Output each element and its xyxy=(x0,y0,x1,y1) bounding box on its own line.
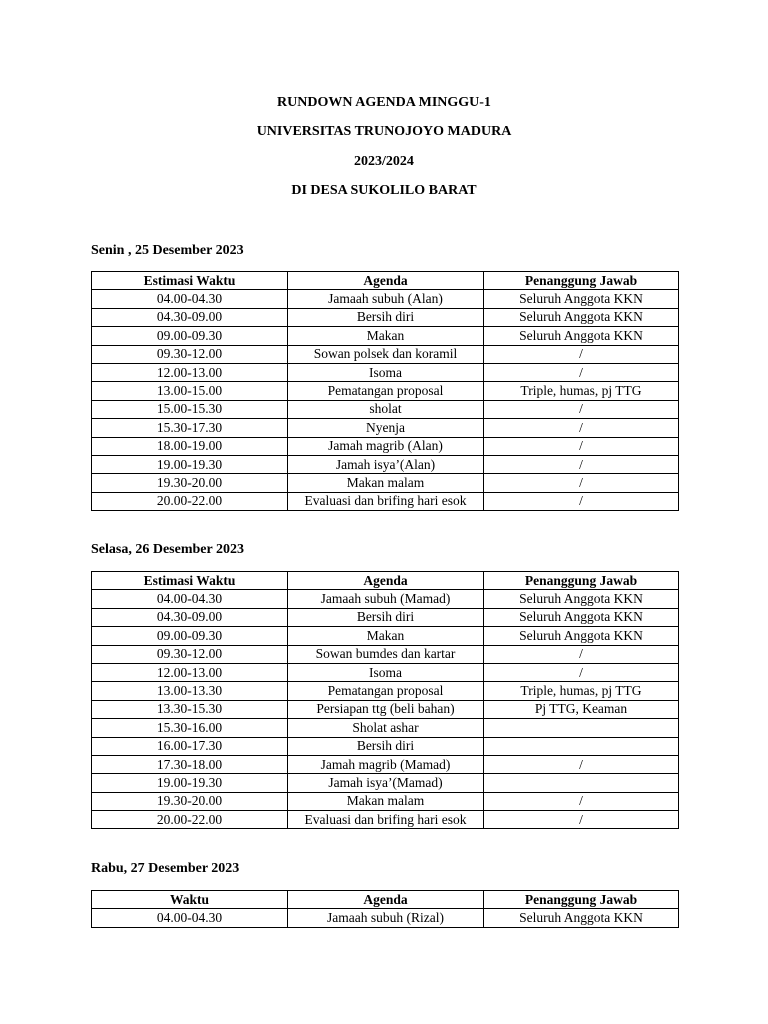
column-header: Penanggung Jawab xyxy=(484,891,679,909)
time-cell: 04.00-04.30 xyxy=(92,290,288,308)
agenda-cell: Jamaah subuh (Mamad) xyxy=(288,590,484,608)
table-row xyxy=(92,382,679,400)
responsible-cell xyxy=(484,774,679,792)
table-header-row xyxy=(92,891,679,909)
agenda-cell: Makan xyxy=(288,327,484,345)
responsible-cell: / xyxy=(484,663,679,681)
responsible-cell: / xyxy=(484,363,679,381)
schedule-table-selasa xyxy=(91,571,679,829)
table-row xyxy=(92,811,679,829)
time-cell: 09.00-09.30 xyxy=(92,627,288,645)
agenda-cell: Persiapan ttg (beli bahan) xyxy=(288,700,484,718)
schedule-table-rabu xyxy=(91,890,679,928)
agenda-cell: Makan malam xyxy=(288,474,484,492)
table-row xyxy=(92,308,679,326)
responsible-cell: / xyxy=(484,811,679,829)
table-row xyxy=(92,474,679,492)
agenda-cell: Evaluasi dan brifing hari esok xyxy=(288,492,484,510)
time-cell: 18.00-19.00 xyxy=(92,437,288,455)
time-cell: 12.00-13.00 xyxy=(92,663,288,681)
time-cell: 15.30-17.30 xyxy=(92,419,288,437)
time-cell: 19.00-19.30 xyxy=(92,774,288,792)
time-cell: 09.00-09.30 xyxy=(92,327,288,345)
responsible-cell: Seluruh Anggota KKN xyxy=(484,327,679,345)
column-header: Estimasi Waktu xyxy=(92,572,288,590)
table-row xyxy=(92,590,679,608)
table-row xyxy=(92,719,679,737)
time-cell: 09.30-12.00 xyxy=(92,645,288,663)
agenda-cell: Jamaah subuh (Rizal) xyxy=(288,909,484,927)
agenda-cell: Pematangan proposal xyxy=(288,382,484,400)
table-row xyxy=(92,419,679,437)
column-header: Estimasi Waktu xyxy=(92,272,288,290)
time-cell: 13.00-13.30 xyxy=(92,682,288,700)
day-title-rabu: Rabu, 27 Desember 2023 xyxy=(91,861,240,876)
agenda-cell: Bersih diri xyxy=(288,308,484,326)
time-cell: 20.00-22.00 xyxy=(92,492,288,510)
responsible-cell: / xyxy=(484,645,679,663)
doc-title-line-4: DI DESA SUKOLILO BARAT xyxy=(291,183,477,198)
column-header: Agenda xyxy=(288,272,484,290)
agenda-cell: Bersih diri xyxy=(288,737,484,755)
table-row xyxy=(92,437,679,455)
table-row xyxy=(92,663,679,681)
time-cell: 04.00-04.30 xyxy=(92,590,288,608)
time-cell: 13.00-15.00 xyxy=(92,382,288,400)
column-header: Waktu xyxy=(92,891,288,909)
table-header-row xyxy=(92,272,679,290)
table-row xyxy=(92,645,679,663)
time-cell: 20.00-22.00 xyxy=(92,811,288,829)
agenda-cell: Nyenja xyxy=(288,419,484,437)
responsible-cell: / xyxy=(484,437,679,455)
agenda-cell: Sowan polsek dan koramil xyxy=(288,345,484,363)
column-header: Agenda xyxy=(288,891,484,909)
time-cell: 15.00-15.30 xyxy=(92,400,288,418)
responsible-cell: Seluruh Anggota KKN xyxy=(484,290,679,308)
time-cell: 19.30-20.00 xyxy=(92,792,288,810)
agenda-cell: Sholat ashar xyxy=(288,719,484,737)
table-row xyxy=(92,327,679,345)
responsible-cell: / xyxy=(484,455,679,473)
responsible-cell: / xyxy=(484,419,679,437)
table-row xyxy=(92,700,679,718)
table-row xyxy=(92,755,679,773)
table-row xyxy=(92,792,679,810)
responsible-cell: / xyxy=(484,474,679,492)
responsible-cell: Seluruh Anggota KKN xyxy=(484,308,679,326)
table-row xyxy=(92,290,679,308)
responsible-cell: / xyxy=(484,792,679,810)
table-row xyxy=(92,737,679,755)
time-cell: 17.30-18.00 xyxy=(92,755,288,773)
agenda-cell: Jamah magrib (Alan) xyxy=(288,437,484,455)
responsible-cell: / xyxy=(484,400,679,418)
day-title-selasa: Selasa, 26 Desember 2023 xyxy=(91,542,244,557)
agenda-cell: Evaluasi dan brifing hari esok xyxy=(288,811,484,829)
responsible-cell: Triple, humas, pj TTG xyxy=(484,682,679,700)
table-row xyxy=(92,455,679,473)
agenda-cell: Jamaah subuh (Alan) xyxy=(288,290,484,308)
time-cell: 09.30-12.00 xyxy=(92,345,288,363)
responsible-cell xyxy=(484,737,679,755)
table-row xyxy=(92,774,679,792)
column-header: Penanggung Jawab xyxy=(484,572,679,590)
doc-title-line-3: 2023/2024 xyxy=(354,154,414,169)
table-row xyxy=(92,627,679,645)
time-cell: 12.00-13.00 xyxy=(92,363,288,381)
table-header-row xyxy=(92,572,679,590)
time-cell: 04.30-09.00 xyxy=(92,608,288,626)
agenda-cell: Jamah isya’(Mamad) xyxy=(288,774,484,792)
time-cell: 19.00-19.30 xyxy=(92,455,288,473)
agenda-cell: Sowan bumdes dan kartar xyxy=(288,645,484,663)
time-cell: 15.30-16.00 xyxy=(92,719,288,737)
responsible-cell: / xyxy=(484,492,679,510)
responsible-cell: Triple, humas, pj TTG xyxy=(484,382,679,400)
table-row xyxy=(92,345,679,363)
agenda-cell: Jamah magrib (Mamad) xyxy=(288,755,484,773)
responsible-cell: Pj TTG, Keaman xyxy=(484,700,679,718)
agenda-cell: sholat xyxy=(288,400,484,418)
table-row xyxy=(92,363,679,381)
agenda-cell: Makan malam xyxy=(288,792,484,810)
responsible-cell: Seluruh Anggota KKN xyxy=(484,627,679,645)
schedule-table-senin xyxy=(91,271,679,511)
table-row xyxy=(92,492,679,510)
table-row xyxy=(92,909,679,927)
responsible-cell xyxy=(484,719,679,737)
time-cell: 04.30-09.00 xyxy=(92,308,288,326)
agenda-cell: Isoma xyxy=(288,663,484,681)
time-cell: 19.30-20.00 xyxy=(92,474,288,492)
responsible-cell: Seluruh Anggota KKN xyxy=(484,590,679,608)
column-header: Agenda xyxy=(288,572,484,590)
responsible-cell: Seluruh Anggota KKN xyxy=(484,608,679,626)
agenda-cell: Jamah isya’(Alan) xyxy=(288,455,484,473)
day-title-senin: Senin , 25 Desember 2023 xyxy=(91,243,244,258)
responsible-cell: / xyxy=(484,345,679,363)
table-row xyxy=(92,608,679,626)
time-cell: 04.00-04.30 xyxy=(92,909,288,927)
column-header: Penanggung Jawab xyxy=(484,272,679,290)
doc-title-line-2: UNIVERSITAS TRUNOJOYO MADURA xyxy=(256,124,512,139)
agenda-cell: Pematangan proposal xyxy=(288,682,484,700)
agenda-cell: Makan xyxy=(288,627,484,645)
time-cell: 13.30-15.30 xyxy=(92,700,288,718)
time-cell: 16.00-17.30 xyxy=(92,737,288,755)
table-row xyxy=(92,682,679,700)
agenda-cell: Bersih diri xyxy=(288,608,484,626)
agenda-cell: Isoma xyxy=(288,363,484,381)
doc-title-line-1: RUNDOWN AGENDA MINGGU-1 xyxy=(277,95,491,110)
responsible-cell: Seluruh Anggota KKN xyxy=(484,909,679,927)
responsible-cell: / xyxy=(484,755,679,773)
table-row xyxy=(92,400,679,418)
